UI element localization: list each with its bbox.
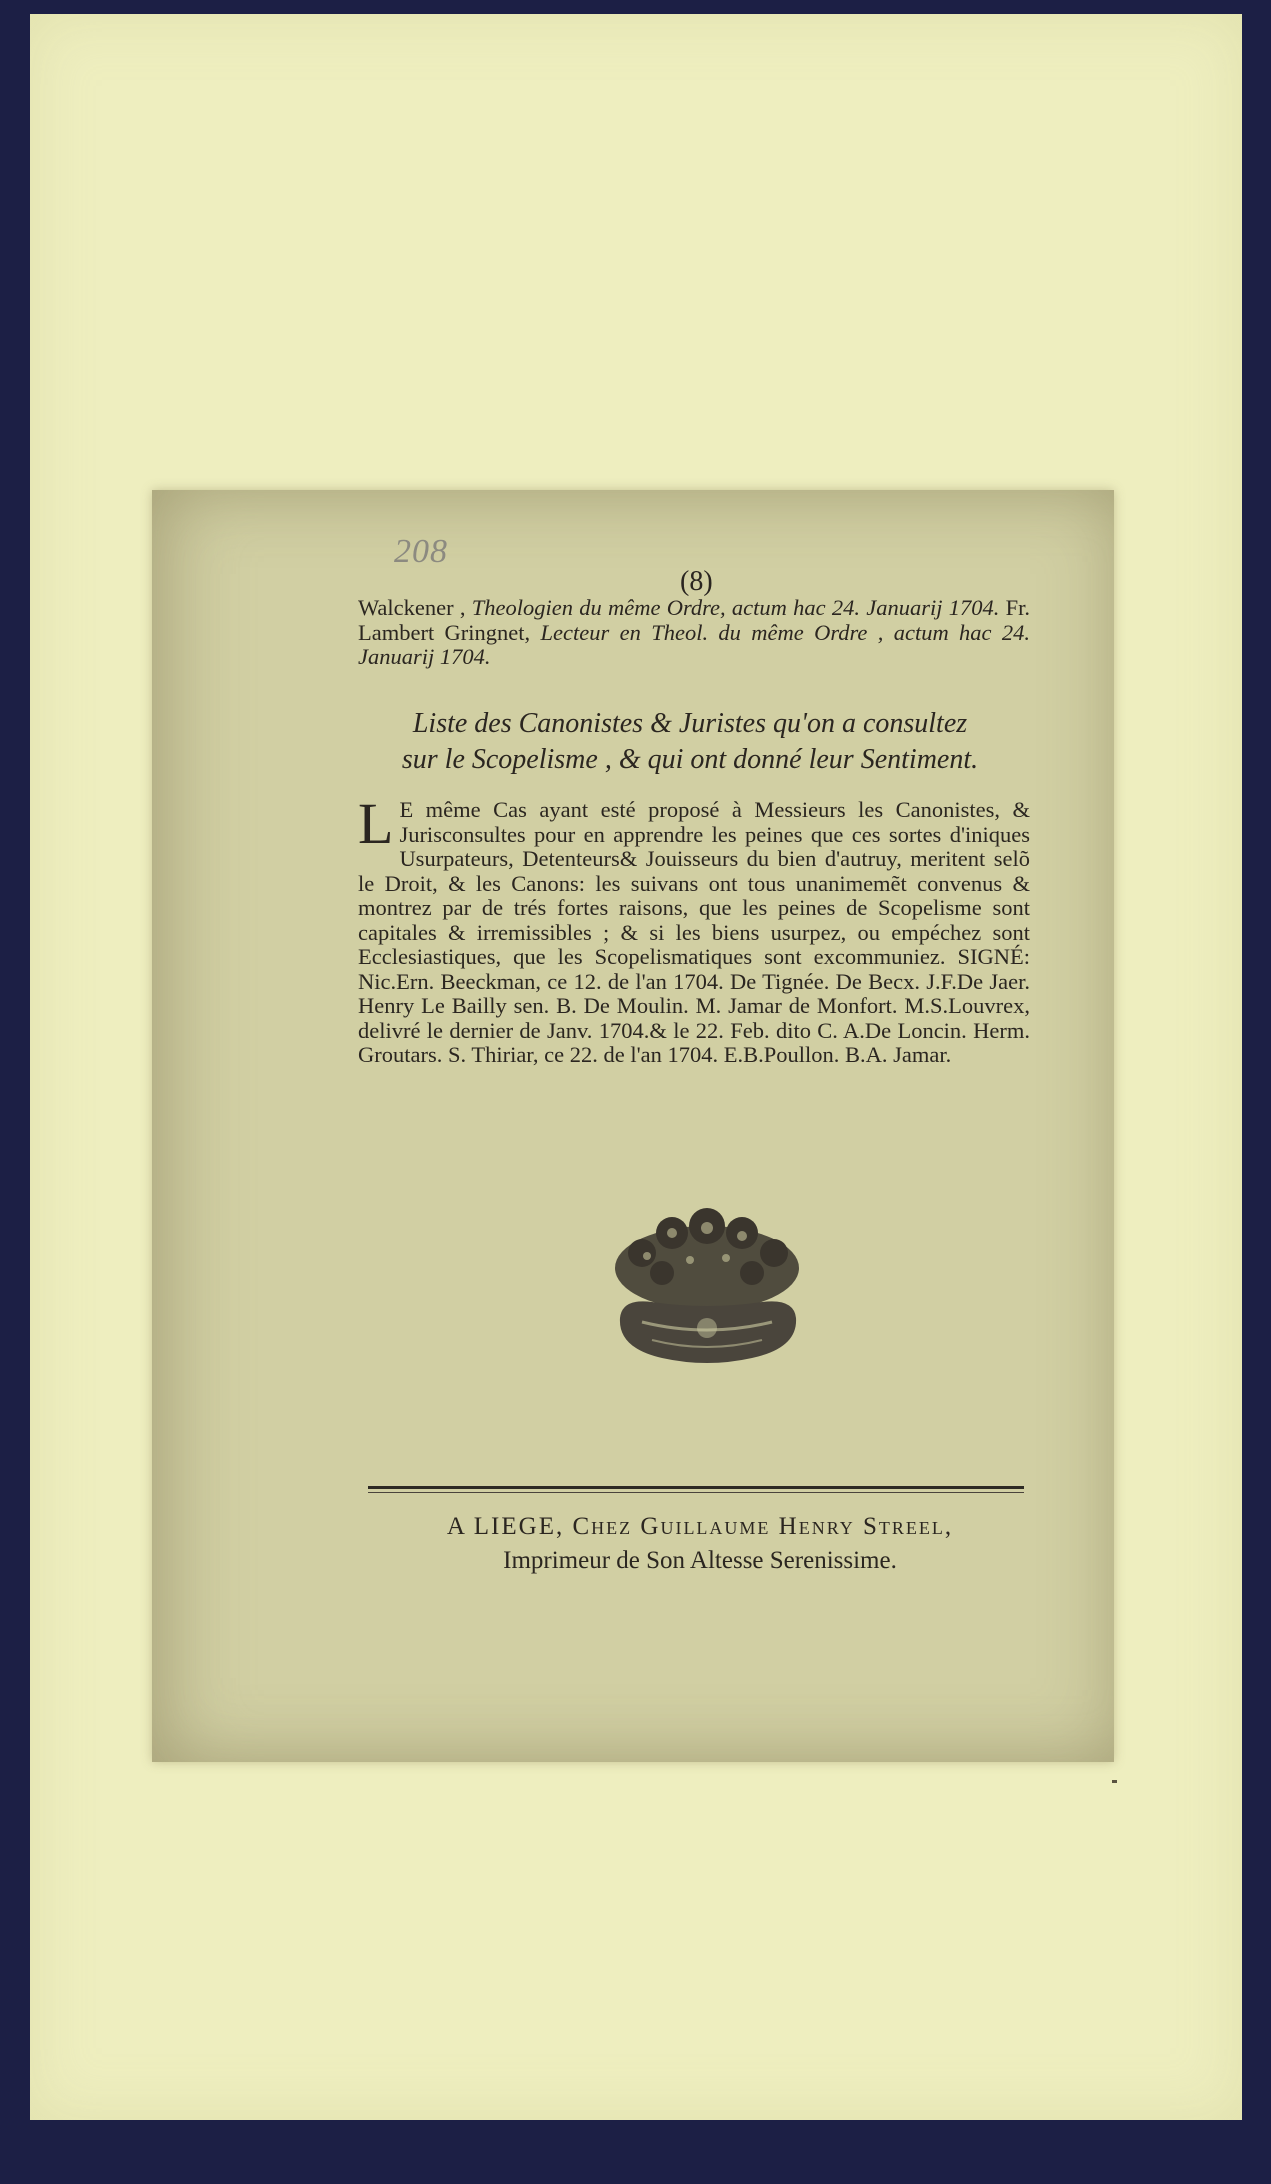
flower-basket-ornament-icon: [602, 1198, 812, 1376]
section-heading: [340, 706, 1040, 778]
intro-title-1: Theologien du même Ordre, actum hac 24. Januarij 1704.: [471, 595, 1000, 620]
intro-name: Walckener ,: [358, 595, 466, 620]
drop-cap: L: [358, 791, 394, 856]
intro-paragraph: [358, 596, 1030, 670]
separator-rule-thin: [368, 1492, 1024, 1493]
imprint-line-2: Imprimeur de Son Altesse Serenissime.: [503, 1547, 897, 1574]
imprint-line-1: A LIEGE, Chez Guillaume Henry Streel,: [446, 1513, 954, 1540]
body-paragraph: [358, 791, 1030, 1068]
body-text: E même Cas ayant esté proposé à Messieurs les Canonistes, & Jurisconsultes pour en apprendre les peines que ces sortes d'iniques Usurpateurs, Detenteurs& Jouisseurs du bien d'autruy, meritent selõ le Droit, & les Canons: les suivans ont tous unanimemẽt convenus & montrez par de trés fortes raisons, que les peines de Scopelisme sont capitales & irremissibles ; & si les biens usurpez, ou empéchez sont Ecclesiastiques, que les Scopelismatiques sont excommuniez. SIGNÉ: Nic.Ern. Beeckman, ce 12. de l'an 1704. De Tignée. De Becx. J.F.De Jaer. Henry Le Bailly sen. B. De Moulin. M. Jamar de Monfort. M.S.Louvrex, delivré le dernier de Janv. 1704.& le 22. Feb. dito C. A.De Loncin. Herm. Groutars. S. Thiriar, ce 22. de l'an 1704. E.B.Poullon. B.A. Jamar.: [358, 797, 1030, 1067]
page-number: (8): [680, 566, 713, 597]
separator-rule: [368, 1486, 1024, 1489]
intro-name-2: Fr. Lambert Gringnet,: [358, 595, 1030, 645]
imprint: [360, 1510, 1040, 1578]
heading-line-2: sur le Scopelisme , & qui ont donné leur Sentiment.: [401, 744, 979, 775]
edge-mark: [1112, 1780, 1117, 1783]
heading-line-1: Liste des Canonistes & Juristes qu'on a consultez: [412, 708, 968, 739]
intro-title-2: Lecteur en Theol. du même Ordre , actum hac 24. Januarij 1704.: [358, 619, 1031, 669]
pencil-annotation: 208: [394, 533, 448, 570]
